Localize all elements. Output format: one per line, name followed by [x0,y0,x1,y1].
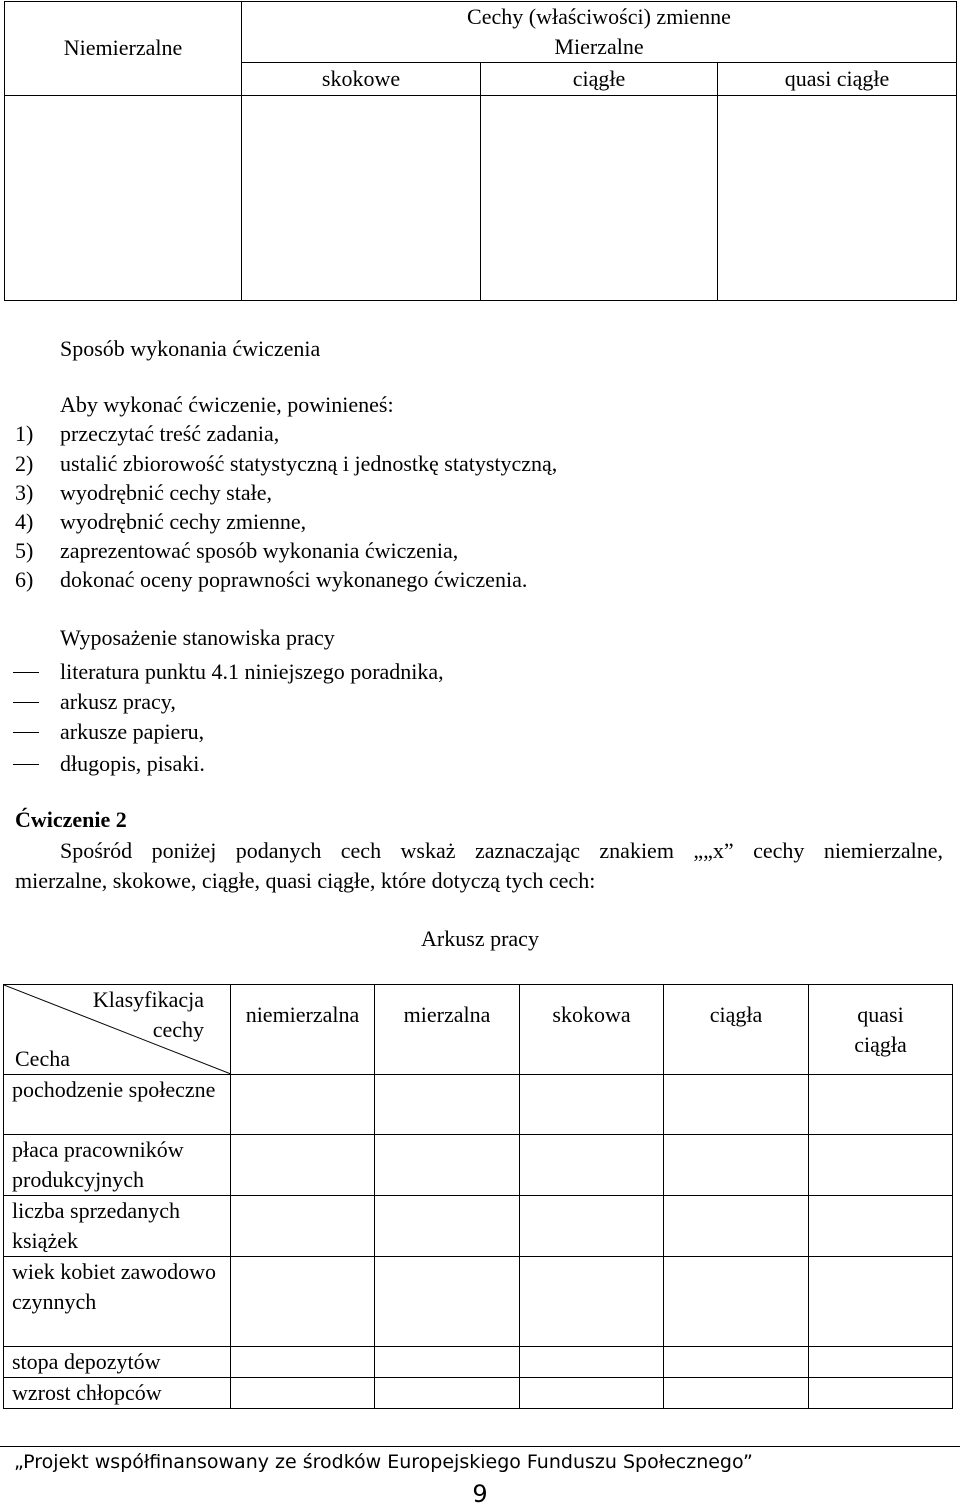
answer-cell[interactable] [809,1378,953,1409]
answer-cell[interactable] [375,1075,520,1135]
header-quasi-ciagle: quasi ciągłe [718,63,957,96]
step-number: 1) [15,421,34,446]
table-row [4,1347,953,1378]
table-row [4,1378,953,1409]
answer-cell[interactable] [520,1075,664,1135]
equipment-item: literatura punktu 4.1 niniejszego poradnika, [60,659,444,684]
row-label: liczba sprzedanych książek [4,1196,231,1257]
answer-cell[interactable] [520,1378,664,1409]
dash-bullet-icon [13,672,39,673]
answer-cell[interactable] [809,1135,953,1196]
header-skokowe: skokowe [242,63,481,96]
dash-bullet-icon [13,732,39,733]
step-number: 3) [15,480,34,505]
empty-cell [5,96,242,301]
col-header-quasi-ciagla: quasi ciągła [809,985,953,1075]
sposob-heading: Sposób wykonania ćwiczenia [60,336,321,361]
traits-classification-table [4,1,957,301]
answer-cell[interactable] [375,1135,520,1196]
equipment-item: arkusz pracy, [60,689,176,714]
equipment-item: długopis, pisaki. [60,751,205,776]
step-text: ustalić zbiorowość statystyczną i jednostkę statystyczną, [60,451,558,476]
sposob-intro: Aby wykonać ćwiczenie, powinieneś: [60,392,394,417]
empty-cell [718,96,957,301]
answer-cell[interactable] [231,1075,375,1135]
row-label: pochodzenie społeczne [4,1075,231,1135]
corner-cell [4,985,231,1075]
step-text: przeczytać treść zadania, [60,421,280,446]
step-text: zaprezentować sposób wykonania ćwiczenia, [60,538,459,563]
header-mierzalne: Mierzalne [242,32,957,63]
answer-cell[interactable] [664,1196,809,1257]
answer-cell[interactable] [809,1347,953,1378]
answer-cell[interactable] [375,1378,520,1409]
step-number: 2) [15,451,34,476]
exercise-instruction-line1: Spośród poniżej podanych cech wskaż zaznaczając znakiem „„x” cechy niemierzalne, [60,838,943,863]
table-row [4,1257,953,1347]
worksheet-table [3,984,953,1409]
answer-cell[interactable] [809,1257,953,1347]
answer-cell[interactable] [664,1135,809,1196]
corner-label-cechy: cechy [152,1017,204,1042]
step-number: 4) [15,509,34,534]
footer-divider [0,1446,960,1447]
table-row [4,1135,953,1196]
answer-cell[interactable] [809,1196,953,1257]
corner-label-cecha: Cecha [15,1046,70,1071]
step-number: 6) [15,567,34,592]
empty-cell [242,96,481,301]
answer-cell[interactable] [375,1257,520,1347]
wyposazenie-heading: Wyposażenie stanowiska pracy [60,625,335,650]
answer-cell[interactable] [231,1347,375,1378]
step-text: wyodrębnić cechy stałe, [60,480,272,505]
col-header-skokowa: skokowa [520,985,664,1075]
step-number: 5) [15,538,34,563]
dash-bullet-icon [13,702,39,703]
answer-cell[interactable] [809,1075,953,1135]
answer-cell[interactable] [231,1378,375,1409]
answer-cell[interactable] [231,1135,375,1196]
row-label: stopa depozytów [4,1347,231,1378]
table-row [4,1075,953,1135]
answer-cell[interactable] [520,1196,664,1257]
row-label: wiek kobiet zawodowo czynnych [4,1257,231,1347]
answer-cell[interactable] [231,1257,375,1347]
answer-cell[interactable] [520,1257,664,1347]
corner-label-klasyfikacja: Klasyfikacja [92,987,204,1012]
answer-cell[interactable] [664,1378,809,1409]
page-number: 9 [472,1480,488,1508]
header-title: Cechy (właściwości) zmienne [242,2,957,33]
equipment-item: arkusze papieru, [60,719,205,744]
header-niemierzalne: Niemierzalne [63,35,183,60]
step-text: dokonać oceny poprawności wykonanego ćwiczenia. [60,567,528,592]
empty-cell [481,96,718,301]
row-label: wzrost chłopców [4,1378,231,1409]
answer-cell[interactable] [664,1347,809,1378]
header-niemierzalne-cell [5,2,242,96]
exercise-title: Ćwiczenie 2 [15,807,127,832]
step-text: wyodrębnić cechy zmienne, [60,509,307,534]
answer-cell[interactable] [520,1135,664,1196]
answer-cell[interactable] [664,1257,809,1347]
exercise-instruction-line2: mierzalne, skokowe, ciągłe, quasi ciągłe, które dotyczą tych cech: [15,868,596,893]
worksheet-title: Arkusz pracy [421,926,539,951]
answer-cell[interactable] [231,1196,375,1257]
footer-text: „Projekt współfinansowany ze środków Europejskiego Funduszu Społecznego” [14,1451,753,1473]
dash-bullet-icon [13,764,39,765]
table-row [4,1196,953,1257]
header-ciagle: ciągłe [481,63,718,96]
answer-cell[interactable] [375,1347,520,1378]
answer-cell[interactable] [664,1075,809,1135]
answer-cell[interactable] [375,1196,520,1257]
row-label: płaca pracowników produkcyjnych [4,1135,231,1196]
col-header-mierzalna: mierzalna [375,985,520,1075]
col-header-niemierzalna: niemierzalna [231,985,375,1075]
col-header-ciagla: ciągła [664,985,809,1075]
answer-cell[interactable] [520,1347,664,1378]
